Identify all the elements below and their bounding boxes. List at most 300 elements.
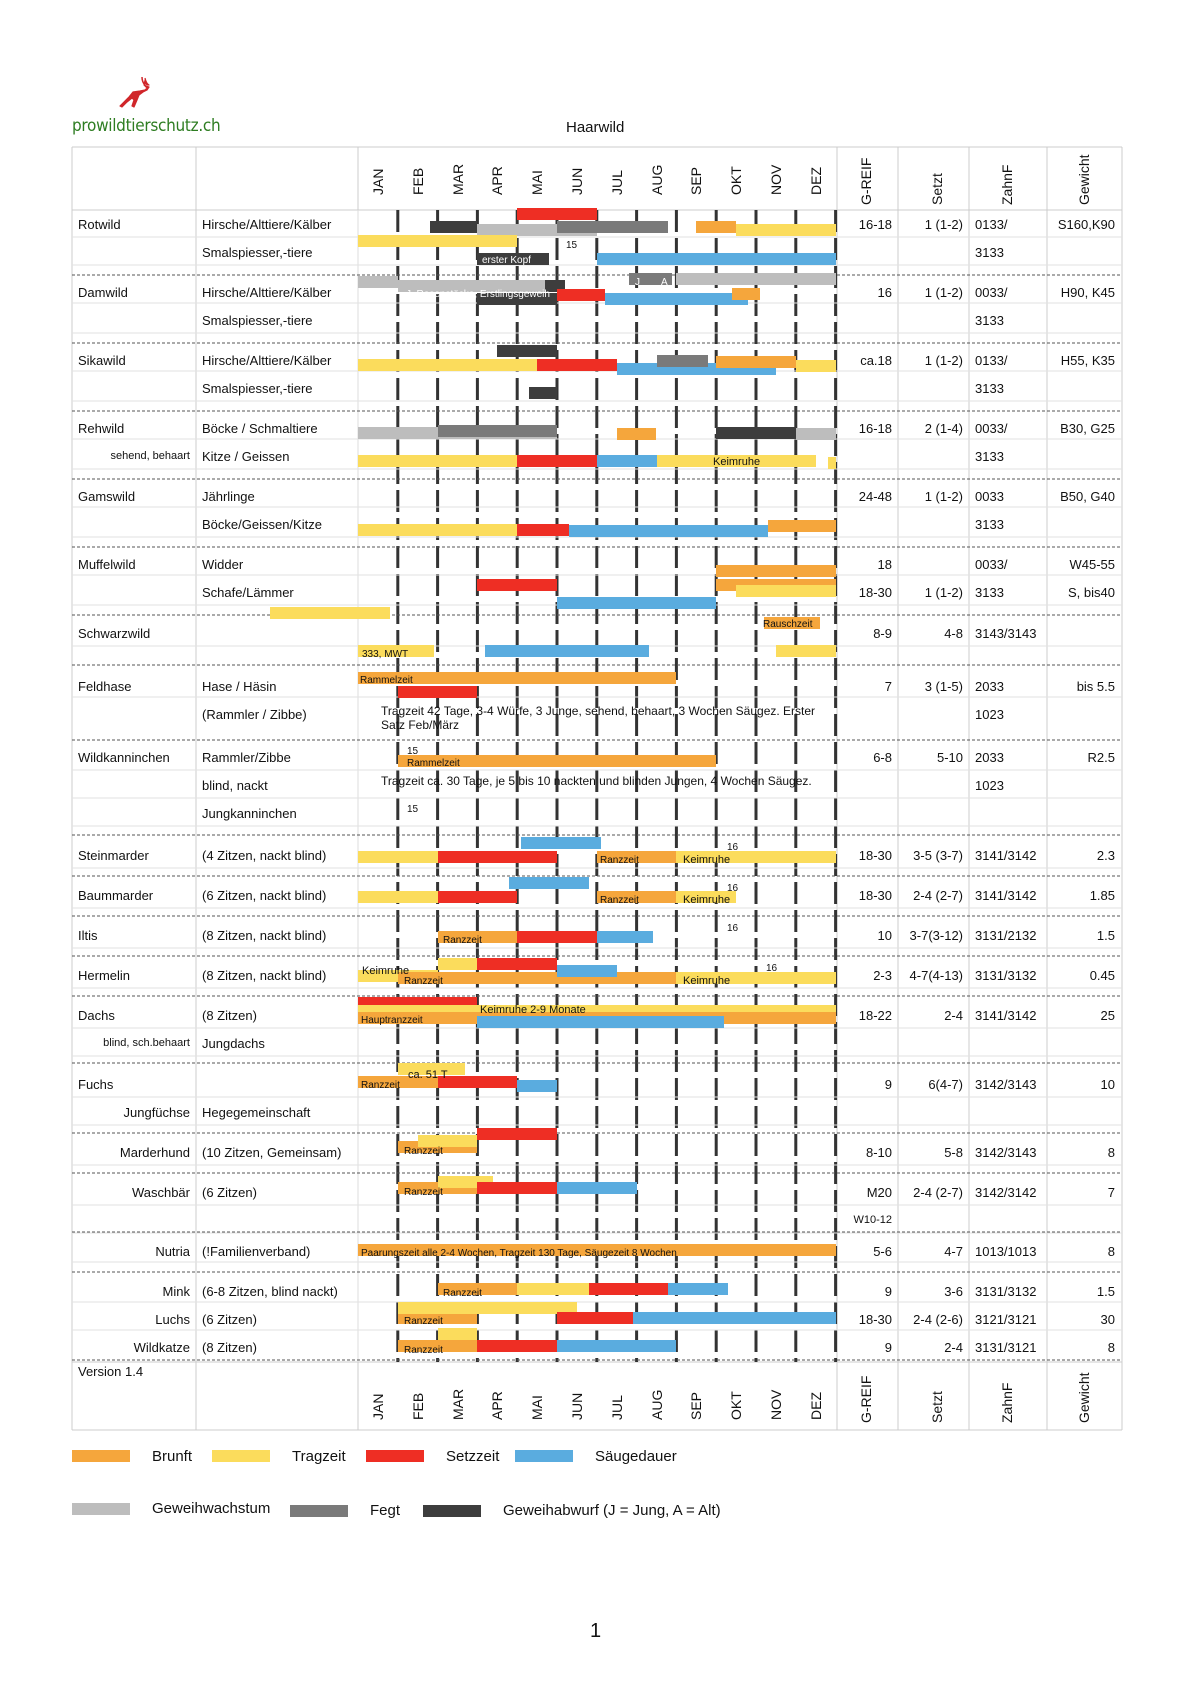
month-header-apr: APR [489, 166, 506, 195]
row-20-setzt: 3-7(3-12) [909, 928, 963, 943]
month-header-aug: AUG [648, 164, 665, 195]
bar-label-keimruhe: Keimruhe [683, 975, 731, 987]
schedule-bar-abwurf [529, 387, 557, 399]
row-19-setzt: 2-4 (2-7) [913, 888, 963, 903]
row-18-setzt: 3-5 (3-7) [913, 848, 963, 863]
month-header-jul: JUL [608, 170, 625, 195]
row-26-animal: Marderhund [119, 1145, 190, 1160]
legend-fegt-label: Fegt [370, 1502, 401, 1519]
legend-saeug-label: Säugedauer [595, 1448, 677, 1465]
month-header-jun: JUN [568, 167, 585, 195]
row-15-greif: 6-8 [873, 750, 892, 765]
row-12-animal: Schwarzwild [78, 626, 151, 641]
schedule-bar-setzzeit [477, 958, 557, 970]
row-15-animal: Wildkanninchen [78, 750, 170, 765]
col-footer-0: G-REIF [858, 1375, 874, 1423]
legend-brunft-label: Brunft [152, 1448, 193, 1465]
bar-label-ranzzeit: Ranzzeit [404, 1146, 443, 1157]
schedule-bar-saeug [521, 837, 601, 849]
row-24-greif: 9 [884, 1077, 892, 1092]
version-label: Version 1.4 [78, 1364, 144, 1379]
row-6-sub: Böcke / Schmaltiere [202, 421, 318, 436]
schedule-bar-tragzeit [736, 224, 836, 236]
schedule-bar-fegt [438, 425, 557, 437]
row-27-sub: (6 Zitzen) [202, 1185, 257, 1200]
row-0-gewicht: S160,K90 [1057, 217, 1115, 232]
bar-label-n15: 15 [407, 804, 419, 815]
row-5-sub: Smalspiesser,-tiere [202, 381, 313, 396]
row-18-sub: (4 Zitzen, nackt blind) [202, 848, 327, 863]
legend-abwurf-label: Geweihabwurf (J = Jung, A = Alt) [503, 1502, 721, 1519]
schedule-bar-setzzeit [517, 931, 597, 943]
row-0-zahnf: 0133/ [975, 217, 1008, 232]
row-23-sub: Jungdachs [202, 1036, 265, 1051]
row-18-greif: 18-30 [858, 848, 892, 863]
legend-setzzeit-label: Setzzeit [446, 1448, 500, 1465]
row-29-zahnf: 1013/1013 [975, 1244, 1037, 1259]
row-32-sub: (8 Zitzen) [202, 1340, 257, 1355]
schedule-bar-geweih [358, 276, 398, 288]
schedule-bar-tragzeit [270, 607, 389, 619]
schedule-bar-setzzeit [477, 1128, 557, 1140]
row-10-zahnf: 0033/ [975, 557, 1008, 572]
row-27-greif: M20 [866, 1185, 892, 1200]
schedule-bar-tragzeit [796, 360, 836, 372]
schedule-bar-saeug [569, 525, 768, 537]
row-13-animal: Feldhase [78, 679, 132, 694]
row-11-greif: 18-30 [858, 585, 892, 600]
bar-label-rauschzeit: Rauschzeit [763, 619, 813, 630]
row-31-zahnf: 3121/3121 [975, 1312, 1037, 1327]
row-24-gewicht: 10 [1100, 1077, 1115, 1092]
schedule-bar-saeug [605, 293, 748, 305]
month-footer-apr: APR [489, 1391, 506, 1420]
schedule-bar-abwurf [497, 345, 557, 357]
month-footer-jun: JUN [568, 1392, 585, 1420]
row-8-animal: Gamswild [78, 489, 136, 504]
feldhase-note: Tragzeit 42 Tage, 3-4 Würfe, 3 Junge, sehend, behaart, 3 Wochen Säugez. Erster [381, 704, 816, 718]
bar-label-n16: 16 [766, 963, 778, 974]
row-1-sub: Smalspiesser,-tiere [202, 245, 313, 260]
row-21-gewicht: 0.45 [1089, 968, 1115, 983]
row-20-greif: 10 [877, 928, 892, 943]
row-16-sub: blind, nackt [202, 778, 268, 793]
row-15-setzt: 5-10 [936, 750, 963, 765]
col-footer-1: Setzt [929, 1391, 945, 1423]
col-header-0: G-REIF [858, 157, 874, 205]
month-header-okt: OKT [728, 166, 745, 195]
legend-tragzeit-swatch [212, 1450, 270, 1462]
bar-label-ranzzeit: Ranzzeit [361, 1080, 400, 1091]
month-header-sep: SEP [688, 166, 705, 195]
site-logo-text: prowildtierschutz.ch [72, 116, 221, 136]
row-30-animal: Mink [162, 1284, 190, 1299]
row-12-setzt: 4-8 [944, 626, 963, 641]
schedule-bar-setzzeit [557, 289, 605, 301]
bar-label-ranzzeit: Ranzzeit [404, 1345, 443, 1356]
schedule-bar-brunft [716, 565, 835, 577]
row-22-sub: (8 Zitzen) [202, 1008, 257, 1023]
bar-label-keimruhe: Keimruhe [683, 894, 731, 906]
bar-label-rammelzeit: Rammelzeit [407, 758, 460, 769]
row-4-sub: Hirsche/Alttiere/Kälber [202, 353, 332, 368]
row-32-greif: 9 [884, 1340, 892, 1355]
row-7-sub: Kitze / Geissen [202, 449, 290, 464]
row-2-setzt: 1 (1-2) [924, 285, 963, 300]
legend-geweih-swatch [72, 1503, 130, 1515]
row-26-zahnf: 3142/3143 [975, 1145, 1037, 1160]
row-10-greif: 18 [877, 557, 892, 572]
row-4-animal: Sikawild [78, 353, 126, 368]
row-0-sub: Hirsche/Alttiere/Kälber [202, 217, 332, 232]
row-6-gewicht: B30, G25 [1060, 421, 1115, 436]
schedule-bar-setzzeit [537, 359, 617, 371]
bar-label-ranzzeit: Ranzzeit [404, 1316, 443, 1327]
row-11-sub: Schafe/Lämmer [202, 585, 294, 600]
row-32-zahnf: 3131/3121 [975, 1340, 1037, 1355]
bar-label-keimruhe: Keimruhe [713, 456, 761, 468]
row-11-gewicht: S, bis40 [1068, 585, 1115, 600]
legend-abwurf-swatch [423, 1505, 481, 1517]
month-header-jan: JAN [369, 168, 386, 195]
bar-label-n16: 16 [727, 923, 739, 934]
bar-label-a: A [661, 277, 668, 288]
row-13-setzt: 3 (1-5) [924, 679, 963, 694]
legend-geweih-label: Geweihwachstum [152, 1500, 271, 1517]
schedule-bar-brunft [768, 520, 836, 532]
bar-label-hauptranzzeit: Hauptranzzeit [361, 1015, 423, 1026]
bar-label-ranzzeit: Ranzzeit [600, 895, 639, 906]
row-20-sub: (8 Zitzen, nackt blind) [202, 928, 327, 943]
schedule-bar-setzzeit [477, 1182, 557, 1194]
bar-label-ranzzeit: Ranzzeit [404, 1187, 443, 1198]
row-2-greif: 16 [877, 285, 892, 300]
month-footer-jan: JAN [369, 1393, 386, 1420]
bar-label-rosen: J. Rosenstöcke, Erstlingsgeweih [406, 289, 550, 300]
row-19-animal: Baummarder [78, 888, 154, 903]
row-11-zahnf: 3133 [975, 585, 1004, 600]
row-31-sub: (6 Zitzen) [202, 1312, 257, 1327]
schedule-bar-saeug [477, 1016, 724, 1028]
row-3-zahnf: 3133 [975, 313, 1004, 328]
month-header-dez: DEZ [807, 167, 824, 195]
row-22-gewicht: 25 [1100, 1008, 1115, 1023]
schedule-bar-setzzeit [589, 1283, 669, 1295]
row-29-gewicht: 8 [1107, 1244, 1115, 1259]
schedule-bar-geweih [676, 273, 835, 285]
col-footer-3: Gewicht [1076, 1372, 1092, 1423]
row-6-animal: Rehwild [78, 421, 125, 436]
row-29-greif: 5-6 [873, 1244, 892, 1259]
bar-label-rammelzeit: Rammelzeit [360, 675, 413, 686]
row-23-animal: blind, sch.behaart [103, 1037, 190, 1049]
row-24-setzt: 6(4-7) [928, 1077, 963, 1092]
row-15-zahnf: 2033 [975, 750, 1004, 765]
row-21-setzt: 4-7(4-13) [909, 968, 963, 983]
row-14-sub: (Rammler / Zibbe) [202, 707, 307, 722]
row-6-setzt: 2 (1-4) [924, 421, 963, 436]
schedule-bar-setzzeit [438, 891, 518, 903]
month-footer-sep: SEP [688, 1391, 705, 1420]
schedule-bar-saeug [597, 253, 836, 265]
schedule-bar-setzzeit [517, 208, 597, 220]
row-17-sub: Jungkanninchen [202, 806, 297, 821]
row-15-sub: Rammler/Zibbe [202, 750, 291, 765]
schedule-bar-setzzeit [438, 851, 557, 863]
bar-label-ranzzeit: Ranzzeit [443, 935, 482, 946]
row-4-setzt: 1 (1-2) [924, 353, 963, 368]
row-7-animal: sehend, behaart [110, 450, 190, 462]
schedule-bar-setzzeit [438, 1076, 518, 1088]
schedule-bar-abwurf [716, 427, 796, 439]
bar-label-ranzzeit: Ranzzeit [443, 1288, 482, 1299]
schedule-bar-saeug [633, 1312, 836, 1324]
row-21-greif: 2-3 [873, 968, 892, 983]
row-19-greif: 18-30 [858, 888, 892, 903]
row-27-animal: Waschbär [131, 1185, 190, 1200]
month-footer-mai: MAI [529, 1395, 546, 1420]
bar-label-ca51: ca. 51 T [408, 1069, 448, 1081]
legend-setzzeit-swatch [366, 1450, 424, 1462]
row-20-animal: Iltis [78, 928, 98, 943]
schedule-bar-brunft [716, 356, 796, 368]
row-30-gewicht: 1.5 [1096, 1284, 1115, 1299]
row-27-gewicht: 7 [1107, 1185, 1115, 1200]
row-5-zahnf: 3133 [975, 381, 1004, 396]
schedule-bar-tragzeit [358, 851, 438, 863]
row-26-gewicht: 8 [1107, 1145, 1115, 1160]
month-header-nov: NOV [767, 164, 784, 195]
schedule-bar-tragzeit [398, 1302, 577, 1314]
row-1-zahnf: 3133 [975, 245, 1004, 260]
legend-fegt-swatch [290, 1505, 348, 1517]
schedule-bar-setzzeit [477, 1340, 557, 1352]
row-22-greif: 18-22 [858, 1008, 892, 1023]
schedule-bar-tragzeit [776, 645, 836, 657]
row-19-sub: (6 Zitzen, nackt blind) [202, 888, 327, 903]
row-20-gewicht: 1.5 [1096, 928, 1115, 943]
row-10-animal: Muffelwild [78, 557, 136, 572]
row-31-setzt: 2-4 (2-6) [913, 1312, 963, 1327]
row-32-setzt: 2-4 [944, 1340, 963, 1355]
schedule-bar-brunft [617, 428, 657, 440]
row-10-gewicht: W45-55 [1069, 557, 1115, 572]
schedule-bar-tragzeit [517, 1283, 589, 1295]
schedule-bar-saeug [509, 877, 589, 889]
schedule-bar-setzzeit [517, 455, 597, 467]
schedule-bar-tragzeit [358, 891, 438, 903]
schedule-bar-tragzeit [828, 457, 836, 469]
bar-label-n16: 16 [727, 883, 739, 894]
row-3-sub: Smalspiesser,-tiere [202, 313, 313, 328]
row-21-sub: (8 Zitzen, nackt blind) [202, 968, 327, 983]
feldhase-note-2: Satz Feb/März [381, 718, 460, 732]
schedule-bar-tragzeit [358, 359, 537, 371]
row-18-gewicht: 2.3 [1096, 848, 1115, 863]
schedule-bar-saeug [485, 645, 648, 657]
row-0-animal: Rotwild [78, 217, 121, 232]
row-26-sub: (10 Zitzen, Gemeinsam) [202, 1145, 342, 1160]
month-footer-okt: OKT [728, 1391, 745, 1420]
row-31-animal: Luchs [155, 1312, 190, 1327]
month-footer-nov: NOV [767, 1389, 784, 1420]
row-32-gewicht: 8 [1107, 1340, 1115, 1355]
row-19-gewicht: 1.85 [1089, 888, 1115, 903]
row-24-animal: Fuchs [78, 1077, 114, 1092]
row-8-zahnf: 0033 [975, 489, 1004, 504]
row-8-gewicht: B50, G40 [1060, 489, 1115, 504]
schedule-bar-brunft [732, 288, 760, 300]
row-2-animal: Damwild [78, 285, 128, 300]
schedule-bar-saeug [517, 1080, 557, 1092]
legend-tragzeit-label: Tragzeit [292, 1448, 346, 1465]
schedule-bar-tragzeit [438, 1328, 478, 1340]
row-6-zahnf: 0033/ [975, 421, 1008, 436]
row-0-setzt: 1 (1-2) [924, 217, 963, 232]
schedule-bar-fegt [629, 273, 653, 285]
row-30-zahnf: 3131/3132 [975, 1284, 1037, 1299]
row-26-greif: 8-10 [865, 1145, 892, 1160]
row-31-gewicht: 30 [1100, 1312, 1115, 1327]
schedule-bar-tragzeit [438, 958, 478, 970]
row-29-setzt: 4-7 [944, 1244, 963, 1259]
row-22-zahnf: 3141/3142 [975, 1008, 1037, 1023]
schedule-bar-tragzeit [358, 235, 517, 247]
col-header-1: Setzt [929, 173, 945, 205]
row-27-zahnf: 3142/3142 [975, 1185, 1037, 1200]
schedule-bar-setzzeit [477, 579, 557, 591]
row-8-sub: Jährlinge [202, 489, 255, 504]
bar-label-ranzzeit: Ranzzeit [404, 976, 443, 987]
row-24-zahnf: 3142/3143 [975, 1077, 1037, 1092]
row-9-sub: Böcke/Geissen/Kitze [202, 517, 322, 532]
row-14-zahnf: 1023 [975, 707, 1004, 722]
row-31-greif: 18-30 [858, 1312, 892, 1327]
row-13-zahnf: 2033 [975, 679, 1004, 694]
month-footer-aug: AUG [648, 1389, 665, 1420]
row-8-greif: 24-48 [858, 489, 892, 504]
row-27-setzt: 2-4 (2-7) [913, 1185, 963, 1200]
schedule-bar-setzzeit [517, 524, 569, 536]
row-13-greif: 7 [884, 679, 892, 694]
row-32-animal: Wildkatze [133, 1340, 190, 1355]
month-header-feb: FEB [409, 167, 426, 195]
bar-label-mwt: 333, MWT [362, 649, 409, 660]
schedule-bar-fegt [657, 355, 709, 367]
row-25-animal: Jungfüchse [123, 1105, 190, 1120]
row-29-sub: (!Familienverband) [202, 1244, 311, 1259]
row-26-setzt: 5-8 [944, 1145, 963, 1160]
row-4-zahnf: 0133/ [975, 353, 1008, 368]
row-8-setzt: 1 (1-2) [924, 489, 963, 504]
schedule-bar-setzzeit [398, 686, 478, 698]
bar-label-nutria: Paarungszeit alle 2-4 Wochen, Tragzeit 130 Tage, Säugezeit 8 Wochen [361, 1248, 677, 1259]
row-21-zahnf: 3131/3132 [975, 968, 1037, 983]
row-9-zahnf: 3133 [975, 517, 1004, 532]
month-header-mai: MAI [529, 170, 546, 195]
schedule-bar-saeug [668, 1283, 728, 1295]
month-header-mar: MAR [449, 163, 466, 195]
row-0-greif: 16-18 [858, 217, 892, 232]
row-13-sub: Hase / Häsin [202, 679, 277, 694]
row-10-sub: Widder [202, 557, 244, 572]
schedule-bar-geweih [796, 428, 836, 440]
row-12-zahnf: 3143/3143 [975, 626, 1037, 641]
row-15-gewicht: R2.5 [1087, 750, 1115, 765]
row-28-greif: W10-12 [853, 1214, 892, 1226]
row-30-greif: 9 [884, 1284, 892, 1299]
deer-logo-icon [118, 76, 156, 112]
row-2-zahnf: 0033/ [975, 285, 1008, 300]
schedule-bar-saeug [557, 1340, 676, 1352]
schedule-bar-saeug [597, 931, 653, 943]
col-header-3: Gewicht [1076, 154, 1092, 205]
kaninchen-note: Tragzeit ca. 30 Tage, je 5 bis 10 nackten und blinden Jungen, 4 Wochen Säugez. [381, 774, 812, 788]
row-21-animal: Hermelin [78, 968, 131, 983]
schedule-bar-brunft [696, 221, 736, 233]
page-number: 1 [590, 1620, 602, 1642]
row-20-zahnf: 3131/2132 [975, 928, 1037, 943]
schedule-bar-fegt [557, 221, 668, 233]
row-16-zahnf: 1023 [975, 778, 1004, 793]
page-title: Haarwild [566, 119, 625, 136]
schedule-bar-abwurf [430, 221, 478, 233]
row-30-sub: (6-8 Zitzen, blind nackt) [202, 1284, 338, 1299]
month-footer-dez: DEZ [807, 1392, 824, 1420]
row-12-greif: 8-9 [873, 626, 892, 641]
schedule-bar-setzzeit [557, 1312, 633, 1324]
schedule-bar-saeug [557, 597, 716, 609]
row-18-zahnf: 3141/3142 [975, 848, 1037, 863]
legend-brunft-swatch [72, 1450, 130, 1462]
row-11-setzt: 1 (1-2) [924, 585, 963, 600]
bar-label-erster_kopf: erster Kopf [482, 255, 531, 266]
bar-label-keimruhe_dachs: Keimruhe 2-9 Monate [480, 1004, 586, 1016]
schedule-bar-tragzeit [358, 524, 517, 536]
row-4-gewicht: H55, K35 [1060, 353, 1115, 368]
schedule-bar-tragzeit [358, 455, 517, 467]
bar-label-keimruhe: Keimruhe [683, 854, 731, 866]
bar-label-n15: 15 [566, 240, 578, 251]
col-footer-2: ZahnF [999, 1382, 1015, 1423]
row-13-gewicht: bis 5.5 [1076, 679, 1115, 694]
row-2-sub: Hirsche/Alttiere/Kälber [202, 285, 332, 300]
col-header-2: ZahnF [999, 164, 1015, 205]
row-2-gewicht: H90, K45 [1060, 285, 1115, 300]
legend-saeug-swatch [515, 1450, 573, 1462]
row-22-setzt: 2-4 [944, 1008, 963, 1023]
bar-label-ranzzeit: Ranzzeit [600, 855, 639, 866]
bar-label-n16: 16 [727, 842, 739, 853]
bar-label-keimruhe: Keimruhe [362, 965, 410, 977]
bar-label-j: J [635, 277, 640, 288]
row-18-animal: Steinmarder [78, 848, 149, 863]
row-29-animal: Nutria [155, 1244, 190, 1259]
schedule-bar-saeug [557, 965, 617, 977]
month-footer-jul: JUL [608, 1395, 625, 1420]
month-footer-feb: FEB [409, 1392, 426, 1420]
schedule-bar-saeug [557, 1182, 637, 1194]
bar-label-n15: 15 [407, 746, 419, 757]
schedule-bar-tragzeit [736, 585, 836, 597]
row-4-greif: ca.18 [860, 353, 892, 368]
row-25-sub: Hegegemeinschaft [202, 1105, 311, 1120]
row-7-zahnf: 3133 [975, 449, 1004, 464]
row-6-greif: 16-18 [858, 421, 892, 436]
row-22-animal: Dachs [78, 1008, 115, 1023]
row-19-zahnf: 3141/3142 [975, 888, 1037, 903]
row-30-setzt: 3-6 [944, 1284, 963, 1299]
